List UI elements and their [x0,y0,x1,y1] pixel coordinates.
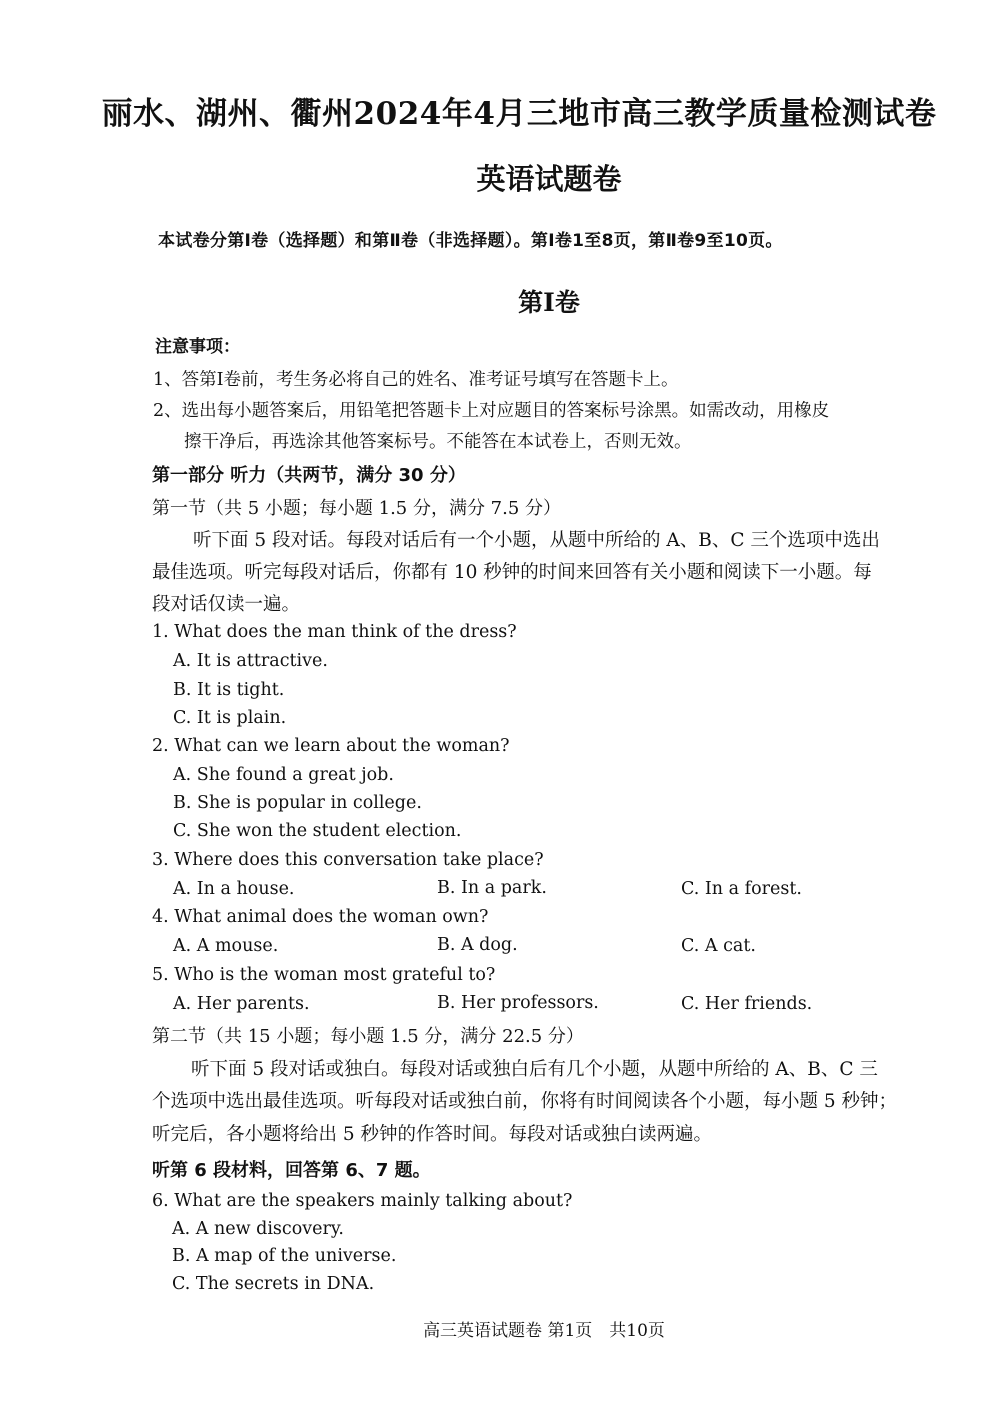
question-2-option-b: B. She is popular in college. [173,793,422,813]
volume-title: 第Ⅰ卷 [518,288,580,317]
question-2-option-c: C. She won the student election. [173,821,462,841]
question-6-option-c: C. The secrets in DNA. [172,1274,375,1294]
section1-instructions: 听下面 5 段对话。每段对话后有一个小题，从题中所给的 A、B、C 三个选项中选出 [193,530,880,551]
question-3-option-c: C. In a forest. [681,879,802,899]
section1-instructions: 最佳选项。听完每段对话后，你都有 10 秒钟的时间来回答有关小题和阅读下一小题。每 [152,562,872,583]
section2-instructions: 听完后，各小题将给出 5 秒钟的作答时间。每段对话或独白读两遍。 [152,1124,713,1145]
part1-heading: 第一部分 听力（共两节，满分 30 分） [152,465,466,486]
exam-title: 丽水、湖州、衢州2024年4月三地市高三教学质量检测试卷 [101,96,937,132]
question-2: 2. What can we learn about the woman? [152,736,510,756]
question-4-option-b: B. A dog. [437,935,518,955]
question-6-option-a: A. A new discovery. [172,1219,344,1239]
question-4: 4. What animal does the woman own? [152,907,489,927]
question-6: 6. What are the speakers mainly talking about? [152,1191,573,1211]
question-4-option-c: C. A cat. [681,936,756,956]
section2-heading: 第二节（共 15 小题；每小题 1.5 分，满分 22.5 分） [152,1026,584,1047]
note-item: 1、答第Ⅰ卷前，考生务必将自己的姓名、准考证号填写在答题卡上。 [153,370,679,390]
question-5-option-c: C. Her friends. [681,994,813,1014]
question-1-option-c: C. It is plain. [173,708,287,728]
question-3-option-a: A. In a house. [173,879,295,899]
question-1-option-a: A. It is attractive. [173,651,328,671]
section2-instructions: 个选项中选出最佳选项。听每段对话或独白前，你将有时间阅读各个小题，每小题 5 秒钟； [152,1091,898,1112]
question-1: 1. What does the man think of the dress? [152,622,517,642]
page-footer: 高三英语试题卷 第1页 共10页 [423,1321,665,1341]
question-6-option-b: B. A map of the universe. [172,1246,397,1266]
question-5-option-b: B. Her professors. [437,993,599,1013]
note-item: 擦干净后，再选涂其他答案标号。不能答在本试卷上，否则无效。 [184,432,692,452]
section1-heading: 第一节（共 5 小题；每小题 1.5 分，满分 7.5 分） [152,498,562,519]
exam-intro: 本试卷分第Ⅰ卷（选择题）和第Ⅱ卷（非选择题）。第Ⅰ卷1至8页，第Ⅱ卷9至10页。 [158,231,783,251]
note-item: 2、选出每小题答案后，用铅笔把答题卡上对应题目的答案标号涂黑。如需改动，用橡皮 [153,401,830,421]
section1-instructions: 段对话仅读一遍。 [152,594,301,615]
question-3: 3. Where does this conversation take place? [152,850,544,870]
question-3-option-b: B. In a park. [437,878,547,898]
question-5: 5. Who is the woman most grateful to? [152,965,496,985]
material-6-heading: 听第 6 段材料，回答第 6、7 题。 [152,1160,431,1181]
question-4-option-a: A. A mouse. [173,936,279,956]
section2-instructions: 听下面 5 段对话或独白。每段对话或独白后有几个小题，从题中所给的 A、B、C 三 [191,1059,878,1080]
question-2-option-a: A. She found a great job. [173,765,394,785]
exam-subtitle: 英语试题卷 [476,162,622,196]
notes-heading: 注意事项： [155,337,240,357]
question-5-option-a: A. Her parents. [173,994,310,1014]
question-1-option-b: B. It is tight. [173,680,285,700]
